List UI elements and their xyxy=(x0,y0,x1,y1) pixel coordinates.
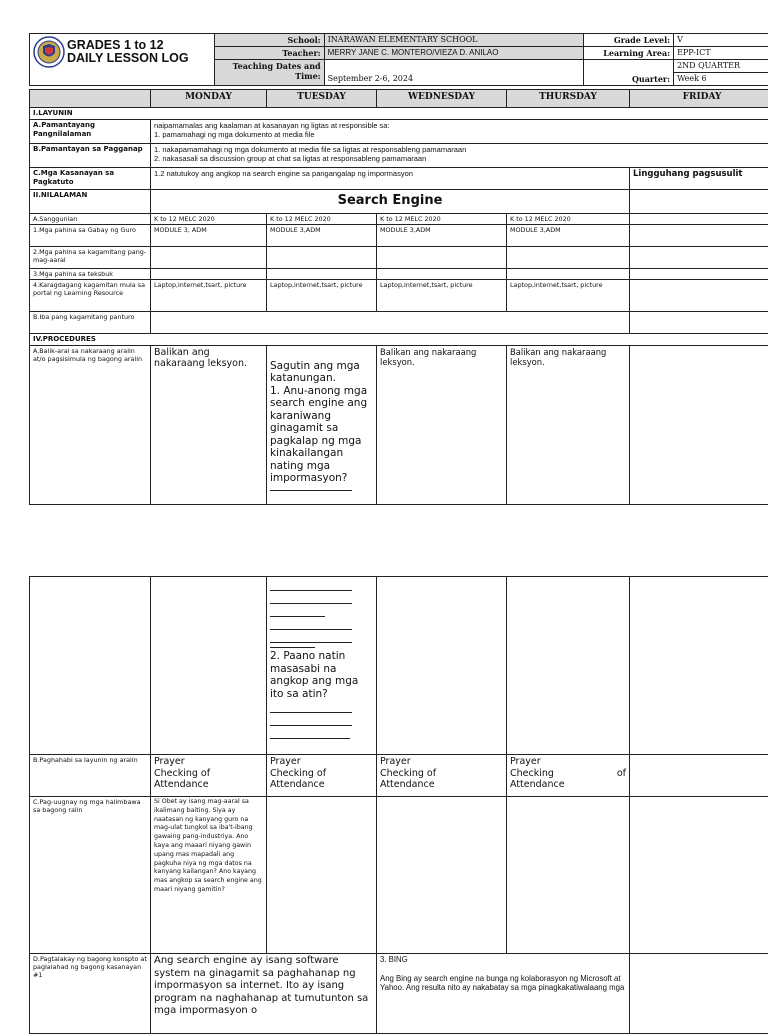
gabay-monday: MODULE 3, ADM xyxy=(151,225,267,247)
school-label: School: xyxy=(214,34,324,47)
answer-line xyxy=(270,713,352,726)
row-label-karagdagang-kagamitan: 4.Karagdagang kagamitan mula sa portal ng Learning Resource xyxy=(30,280,151,312)
karagdagang-thursday: Laptop,internet,tsart, picture xyxy=(507,280,630,312)
balik-aral-monday: Balikan ang nakaraang leksyon. xyxy=(151,346,267,505)
sanggunian-monday: K to 12 MELC 2020 xyxy=(151,214,267,225)
checking-text: Checking of xyxy=(510,768,626,780)
grade-label: Grade Level: xyxy=(584,34,674,47)
quarter-label-cell xyxy=(584,60,674,86)
area-value: EPP-ICT xyxy=(674,47,768,60)
gabay-friday xyxy=(630,225,768,247)
sanggunian-tuesday: K to 12 MELC 2020 xyxy=(267,214,377,225)
day-header-monday: MONDAY xyxy=(151,90,267,108)
prayer-text: Prayer xyxy=(154,756,263,768)
school-value: INARAWAN ELEMENTARY SCHOOL xyxy=(324,34,584,47)
kagamitan-thursday xyxy=(507,247,630,269)
continued-thursday xyxy=(507,577,630,755)
grade-value: V xyxy=(674,34,768,47)
kagamitan-monday xyxy=(151,247,267,269)
checking-text: Checking of xyxy=(154,768,263,780)
deped-seal-icon xyxy=(33,36,65,68)
prayer-text: Prayer xyxy=(510,756,626,768)
continued-wednesday xyxy=(377,577,507,755)
pagtalakay-friday xyxy=(630,954,768,1034)
answer-line xyxy=(270,604,325,617)
prayer-text: Prayer xyxy=(270,756,373,768)
day-header-thursday: THURSDAY xyxy=(507,90,630,108)
day-header-friday: FRIDAY xyxy=(630,90,768,108)
bing-text: Ang Bing ay search engine na bunga ng kolaborasyon ng Microsoft at Yahoo. Ang resulta nito ay nakabatay sa mga pinagkakatiwalaang mga xyxy=(380,974,626,993)
gabay-thursday: MODULE 3,ADM xyxy=(507,225,630,247)
karagdagang-wednesday: Laptop,internet,tsart, picture xyxy=(377,280,507,312)
row-label-pag-uugnay: C.Pag-uugnay ng mga halimbawa sa bagong ralin xyxy=(30,797,151,954)
kagamitan-wednesday xyxy=(377,247,507,269)
row-label-gabay-ng-guro: 1.Mga pahina sa Gabay ng Guro xyxy=(30,225,151,247)
answer-line xyxy=(270,591,352,604)
karagdagang-tuesday: Laptop,internet,tsart, picture xyxy=(267,280,377,312)
row-label-paghahabi: B.Paghahabi sa layunin ng aralin xyxy=(30,755,151,797)
sanggunian-friday xyxy=(630,214,768,225)
attendance-text: Attendance xyxy=(270,779,373,791)
pagtalakay-monday: Ang search engine ay isang software system na ginagamit sa paghahanap ng impormasyon sa internet. Ito ay isang program na naghahanap at tumutunton sa mga impormasyon o xyxy=(151,954,377,1034)
answer-line xyxy=(270,617,352,630)
continued-friday xyxy=(630,577,768,755)
row-label-teksbuk: 3.Mga pahina sa teksbuk xyxy=(30,269,151,280)
sanggunian-thursday: K to 12 MELC 2020 xyxy=(507,214,630,225)
balik-aral-friday xyxy=(630,346,768,505)
pagtalakay-wednesday xyxy=(377,954,630,1034)
answer-line xyxy=(270,726,350,739)
header-table xyxy=(29,33,768,86)
gabay-tuesday: MODULE 3,ADM xyxy=(267,225,377,247)
row-label-sanggunian: A.Sanggunian xyxy=(30,214,151,225)
day-header-tuesday: TUESDAY xyxy=(267,90,377,108)
answer-line xyxy=(270,630,352,643)
log-title-line2: DAILY LESSON LOG xyxy=(67,52,189,65)
answer-line xyxy=(270,485,352,491)
checking-text: Checking of xyxy=(380,768,503,780)
pag-uugnay-thursday xyxy=(507,797,630,954)
week-value: Week 6 xyxy=(674,73,768,86)
teksbuk-monday xyxy=(151,269,267,280)
answer-line xyxy=(270,643,315,648)
balik-aral-wednesday: Balikan ang nakaraang leksyon. xyxy=(377,346,507,505)
teksbuk-thursday xyxy=(507,269,630,280)
tuesday-question-2: 2. Paano natin masasabi na angkop ang mga ito sa atin? xyxy=(270,650,373,700)
row-label-balik-aral: A.Balik-aral sa nakaraang aralin at/o pagsisimula ng bagong aralin xyxy=(30,346,151,505)
pag-uugnay-tuesday xyxy=(267,797,377,954)
dates-label-line2: Time: xyxy=(218,71,321,81)
pamantayan-sa-pagganap-text xyxy=(151,144,768,168)
pamantayang-pangnilalaman-text xyxy=(151,120,768,144)
gabay-wednesday: MODULE 3,ADM xyxy=(377,225,507,247)
pag-uugnay-monday: Si Obet ay isang mag-aaral sa ikalimang baiting. Siya ay naatasan ng kanyang guro na mag-ulat tungkol sa iba't-ibang gawaing pang-industriya. Ano kaya ang maaari niyang gawin upang mas mapadali ang pagkuha niya ng mga datos na kanyang kailangan? Ano kayang mas angkop sa search engine ang maari niyang gamitin? xyxy=(151,797,267,954)
section-layunin: I.LAYUNIN xyxy=(30,108,768,120)
teksbuk-wednesday xyxy=(377,269,507,280)
prayer-text: Prayer xyxy=(380,756,503,768)
row-label-iba-pang-kagamitan: B.Iba pang kagamitang panturo xyxy=(30,312,151,334)
row-label-kasanayan: C.Mga Kasanayan sa Pagkatuto xyxy=(30,168,151,190)
attendance-text: Attendance xyxy=(380,779,503,791)
paghahabi-tuesday xyxy=(267,755,377,797)
header-logo-cell xyxy=(30,34,215,86)
row-label-pamantayang-pangnilalaman: A.Pamantayang Pangnilalaman xyxy=(30,120,151,144)
iba-pang-kagamitan-value xyxy=(151,312,630,334)
row-label-pagtalakay: D.Pagtalakay ng bagong konspto at paglalahad ng bagong kasanayan #1 xyxy=(30,954,151,1034)
pag-uugnay-wednesday xyxy=(377,797,507,954)
attendance-text: Attendance xyxy=(154,779,263,791)
teacher-value: MERRY JANE C. MONTERO/VIEZA D. ANILAO xyxy=(324,47,584,60)
corner-cell xyxy=(30,90,151,108)
pagganap-line1: 1. nakapamamahagi ng mga dokumento at media file sa ligtas at responsableng pamamaraan xyxy=(154,145,768,154)
karagdagang-friday xyxy=(630,280,768,312)
pagganap-line2: 2. nakasasali sa discussion group at chat sa ligtas at responsableng pamamaraan xyxy=(154,154,768,163)
continued-tuesday xyxy=(267,577,377,755)
teksbuk-friday xyxy=(630,269,768,280)
bing-heading: 3. BING xyxy=(380,955,626,965)
dates-value: September 2-6, 2024 xyxy=(328,74,413,83)
balik-aral-thursday: Balikan ang nakaraang leksyon. xyxy=(507,346,630,505)
answer-line xyxy=(270,700,352,713)
continued-monday xyxy=(151,577,267,755)
continued-label xyxy=(30,577,151,755)
dates-label-line1: Teaching Dates and xyxy=(218,61,321,71)
kagamitan-tuesday xyxy=(267,247,377,269)
section-nilalaman: II.NILALAMAN xyxy=(30,190,151,214)
lesson-log-table-continued xyxy=(29,576,768,1034)
quarter-value: 2ND QUARTER xyxy=(674,60,768,73)
lesson-log-table xyxy=(29,89,768,505)
topic-title: Search Engine xyxy=(151,190,630,214)
paghahabi-wednesday xyxy=(377,755,507,797)
quarter-label: Quarter: xyxy=(632,74,670,84)
iba-pang-kagamitan-friday xyxy=(630,312,768,334)
paghahabi-thursday xyxy=(507,755,630,797)
day-header-wednesday: WEDNESDAY xyxy=(377,90,507,108)
checking-text: Checking of xyxy=(270,768,373,780)
kagamitan-friday xyxy=(630,247,768,269)
row-label-kagamitang-pang-mag-aaral: 2.Mga pahina sa kagamitang pang-mag-aaral xyxy=(30,247,151,269)
attendance-text: Attendance xyxy=(510,779,626,791)
answer-line xyxy=(270,578,352,591)
balik-aral-tuesday-cell xyxy=(267,346,377,505)
kasanayan-text: 1.2 natutukoy ang angkop na search engine sa pangangalap ng impormasyon xyxy=(151,168,630,190)
teacher-label: Teacher: xyxy=(214,47,324,60)
balik-aral-tuesday: Sagutin ang mga katanungan. 1. Anu-anong mga search engine ang karaniwang ginagamit sa pagkalap ng mga kinakailangan nating mga impormasyon? xyxy=(270,360,367,485)
pamantayang-line1: naipamamalas ang kaalaman at kasanayan ng ligtas at responsible sa: xyxy=(154,121,768,130)
log-title-line1: GRADES 1 to 12 xyxy=(67,39,189,52)
kasanayan-friday: Lingguhang pagsusulit xyxy=(630,168,768,190)
area-label: Learning Area: xyxy=(584,47,674,60)
paghahabi-friday xyxy=(630,755,768,797)
row-label-pamantayan-sa-pagganap: B.Pamantayan sa Pagganap xyxy=(30,144,151,168)
pag-uugnay-friday xyxy=(630,797,768,954)
pamantayang-line2: 1. pamamahagi ng mga dokumento at media file xyxy=(154,130,768,139)
dates-cell xyxy=(324,60,584,86)
section-procedures: IV.PROCEDURES xyxy=(30,334,768,346)
paghahabi-monday xyxy=(151,755,267,797)
teksbuk-tuesday xyxy=(267,269,377,280)
dates-label xyxy=(214,60,324,86)
sanggunian-wednesday: K to 12 MELC 2020 xyxy=(377,214,507,225)
nilalaman-friday xyxy=(630,190,768,214)
karagdagang-monday: Laptop,internet,tsart, picture xyxy=(151,280,267,312)
